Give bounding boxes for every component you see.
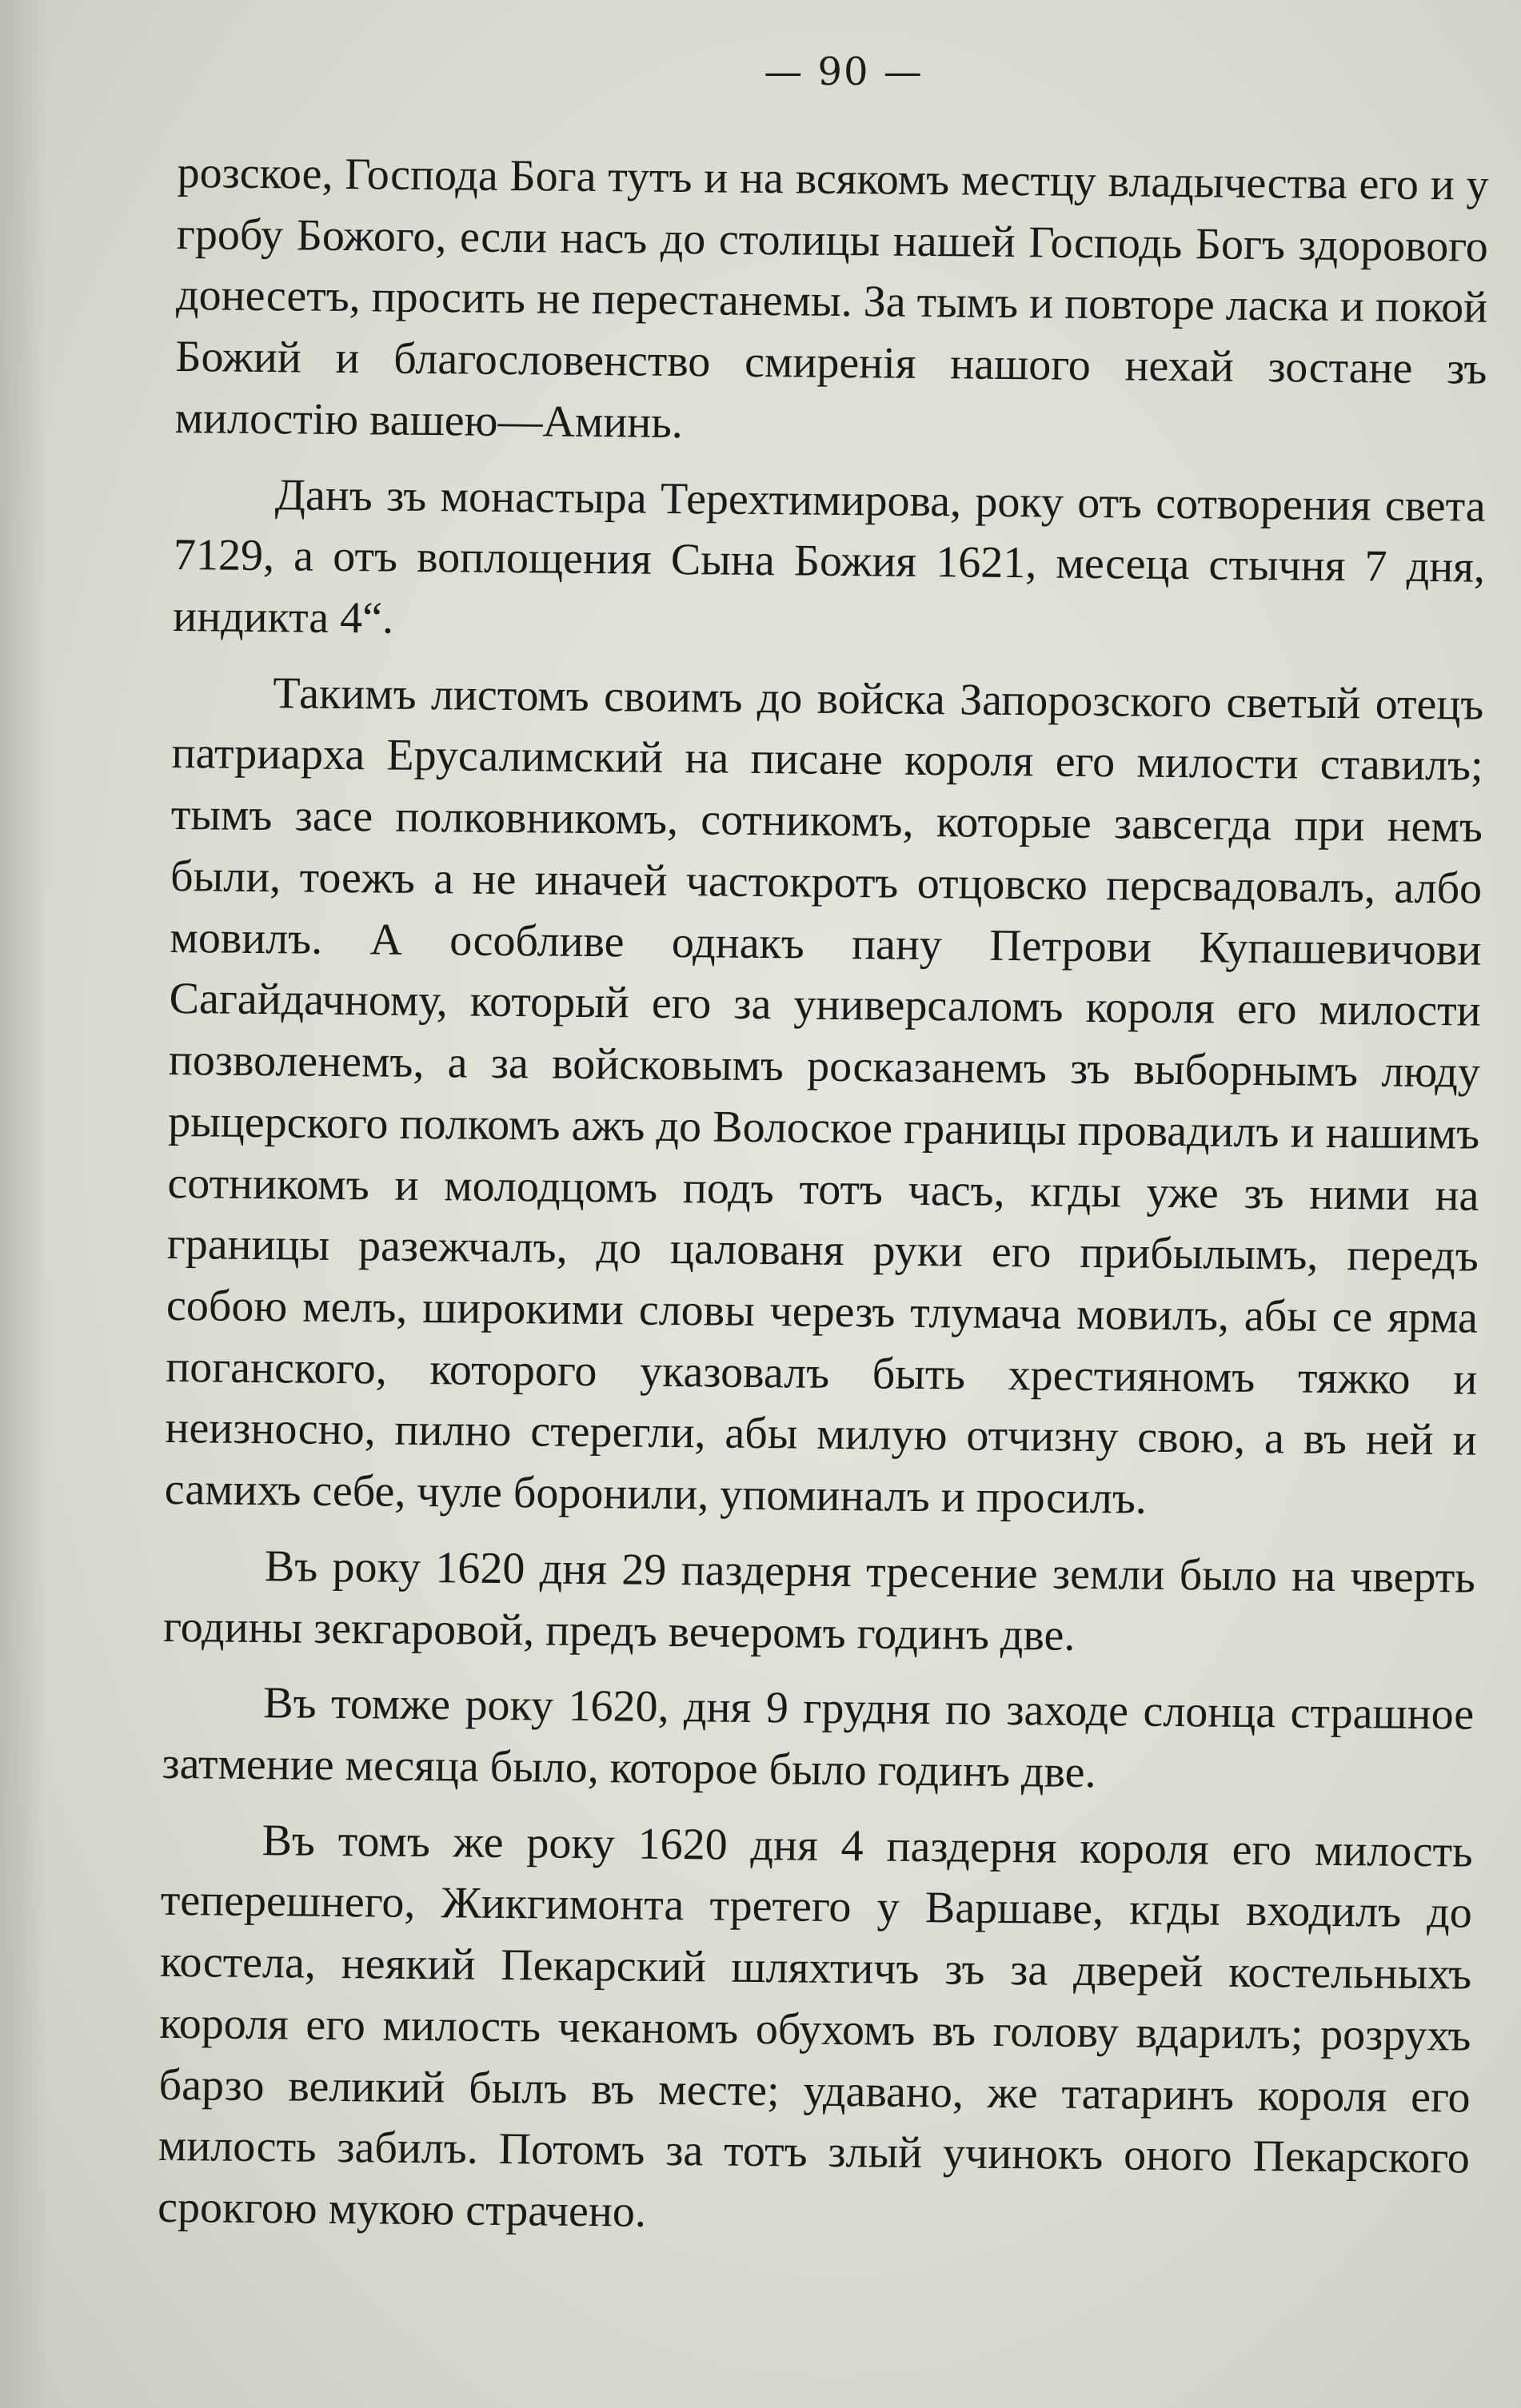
paragraph-dated-letter: Данъ зъ монастыра Терехтимирова, року отъ сотворения света 7129, а отъ воплощения Сына Божия 1621, месеца стычня 7 дня, индикта 4“.: [173, 469, 1487, 644]
paragraph-king-attack: Въ томъ же року 1620 дня 4 паздерня короля его милость теперешнего, Жикгимонта третего у Варшаве, кгды входилъ до костела, неякий Пекарский шляхтичъ зъ за дверей костельныхъ короля его милость чеканомъ обухомъ въ голову вдарилъ; розрухъ барзо великий былъ въ месте; удавано, же татаринъ короля его милость забилъ. Потомъ за тотъ злый учинокъ оного Пекарского срокгою мукою страчено.: [157, 1815, 1473, 2237]
paragraph-continuation: розское, Господа Бога тутъ и на всякомъ местцу владычества его и у гробу Божого, если насъ до столицы нашей Господь Богъ здорового донесетъ, просить не перестанемы. За тымъ и повторе ласка и покой Божий и благословенство смиренія нашого нехай зостане зъ милостію вашею—Аминь.: [174, 147, 1489, 448]
paragraph-earthquake: Въ року 1620 дня 29 паздерня тресение земли было на чверть годины зекгаровой, предъ вечеромъ годинъ две.: [162, 1541, 1476, 1660]
page-edge-shadow: [0, 0, 48, 2408]
page-number: — 90 —: [764, 50, 924, 94]
paragraph-eclipse: Въ томже року 1620, дня 9 грудня по заходе слонца страшное затмение месяца было, которое было годинъ две.: [162, 1678, 1475, 1798]
paragraph-patriarch-letter: Такимъ листомъ своимъ до войска Запорозского светый отецъ патриарха Ерусалимский на писане короля его милости ставилъ; тымъ засе полковникомъ, сотникомъ, которые завсегда при немъ были, тоежъ а не иначей частокротъ отцовско персвадовалъ, албо мовилъ. А особливе однакъ пану Петрови Купашевичови Сагайдачному, который его за универсаломъ короля его милости позволенемъ, а за войсковымъ росказанемъ зъ выборнымъ люду рыцерского полкомъ ажъ до Волоское границы провадилъ и нашимъ сотникомъ и молодцомъ подъ тотъ часъ, кгды уже зъ ними на границы разежчалъ, до цалованя руки его прибылымъ, передъ собою мелъ, широкими словы черезъ тлумача мовилъ, абы се ярма поганского, которого указовалъ быть хрестияномъ тяжко и неизносно, пилно стерегли, абы милую отчизну свою, а въ ней и самихъ себе, чуле боронили, упоминалъ и просилъ.: [164, 668, 1484, 1524]
body-text: [158, 142, 1489, 2265]
